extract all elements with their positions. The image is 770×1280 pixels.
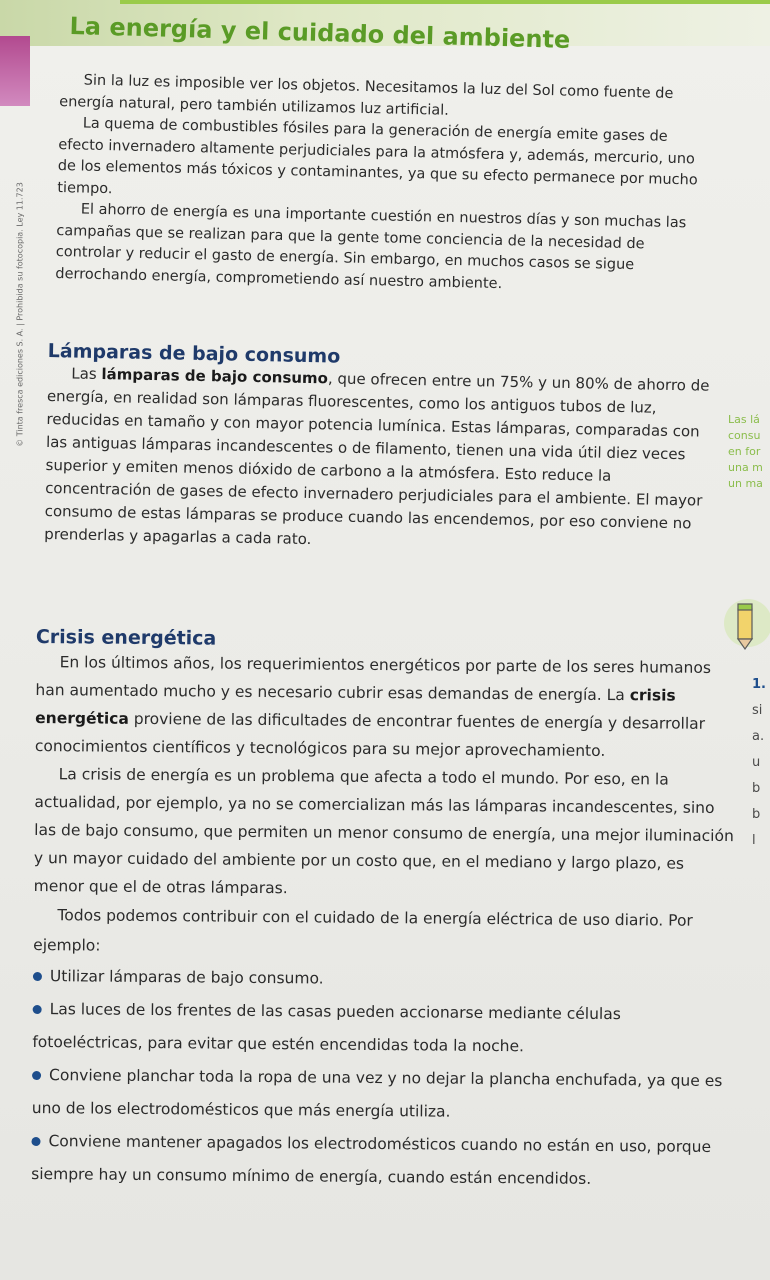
intro-paragraph-3-text: El ahorro de energía es una importante cuestión en nuestros días y son muchas las campañas que se realizan para que la gente tome conciencia de la necesidad de controlar y reducir el gasto de energía. Sin embargo, en muchos casos se sigue derrochando energía, comprometiendo así nuestro ambiente. xyxy=(55,201,687,292)
activity-fragment: si xyxy=(752,703,763,718)
list-item-text: Conviene mantener apagados los electrodomésticos cuando no están en uso, porque siempre hay un consumo mínimo de energía, cuando están encendidos. xyxy=(31,1132,712,1188)
crisis-paragraph-2 xyxy=(34,760,735,906)
tips-list xyxy=(31,960,733,1197)
margin-note-line: Las lá xyxy=(728,413,760,426)
list-item xyxy=(32,993,733,1065)
bullet-icon xyxy=(33,1005,42,1014)
activity-fragment: l xyxy=(752,833,756,848)
list-item xyxy=(32,1059,733,1131)
margin-note-line: un ma xyxy=(728,477,763,490)
activity-column xyxy=(752,672,770,854)
margin-note xyxy=(728,412,770,492)
margin-stripe xyxy=(0,36,30,106)
intro-paragraph-2-text: La quema de combustibles fósiles para la generación de energía emite gases de efecto invernadero altamente perjudiciales para la atmósfera y, además, mercurio, uno de los elementos más tóxicos y contaminantes, ya que su efecto permanece por mucho tiempo. xyxy=(57,115,698,197)
crisis-paragraph-2-text: La crisis de energía es un problema que afecta a todo el mundo. Por eso, en la actualidad, por ejemplo, ya no se comercializan más las lámparas incandescentes, sino las de bajo consumo, que permiten un menor consumo de energía, una mejor iluminación y un mayor cuidado del ambiente por un costo que, en el mediano y largo plazo, es menor que el de otras lámparas. xyxy=(33,765,734,898)
list-item-text: Conviene planchar toda la ropa de una vez y no dejar la plancha enchufada, ya que es uno de los electrodomésticos que más energía utiliza. xyxy=(31,1066,723,1121)
list-item-text: Utilizar lámparas de bajo consumo. xyxy=(49,967,324,988)
activity-fragment: b xyxy=(752,807,761,822)
activity-number: 1. xyxy=(752,677,766,692)
crisis-paragraph-1-lead: En los últimos años, los requerimientos energéticos por parte de los seres humanos han aumentado mucho y es necesario cubrir esas demandas de energía. La xyxy=(35,653,712,705)
copyright-notice: © Tinta fresca ediciones S. A. | Prohibida su fotocopia. Ley 11.723 xyxy=(15,182,25,447)
activity-fragment: u xyxy=(752,755,761,770)
crisis-paragraph-1 xyxy=(35,648,736,766)
crisis-paragraph-1-rest: proviene de las dificultades de encontrar fuentes de energía y desarrollar conocimientos científicos y tecnológicos para su mejor aprovechamiento. xyxy=(34,709,706,760)
bullet-icon xyxy=(33,972,42,981)
intro-paragraph-3 xyxy=(55,199,697,299)
list-item-text: Las luces de los frentes de las casas pueden accionarse mediante células fotoeléctricas, para evitar que estén encendidas toda la noche. xyxy=(32,1000,621,1056)
crisis-paragraph-3 xyxy=(33,900,733,966)
lamparas-rest: , que ofrecen entre un 75% y un 80% de ahorro de energía, en realidad son lámparas fluorescentes, como los antiguos tubos de luz, reducidas en tamaño y con mayor potencia lumínica. Estas lámparas, comparadas con las antiguas lámparas incandescentes o de filamento, tienen una vida útil diez veces superior y emiten menos dióxido de carbono a la atmósfera. Esto reduce la concentración de gases de efecto invernadero perjudiciales para el ambiente. El mayor consumo de estas lámparas se produce cuando las encendemos, por eso conviene no prenderlas y apagarlas a cada rato. xyxy=(44,369,710,549)
bullet-icon xyxy=(31,1137,40,1146)
list-item xyxy=(31,1125,732,1197)
lamparas-heading: Lámparas de bajo consumo xyxy=(47,340,341,368)
page-title: La energía y el cuidado del ambiente xyxy=(69,12,571,54)
activity-fragment: a. xyxy=(752,729,765,744)
crisis-bold-term: crisis energética xyxy=(35,686,676,728)
intro-section xyxy=(55,70,700,299)
header-rule xyxy=(120,0,770,4)
lamparas-lead: Las xyxy=(71,364,102,384)
lamparas-bold-term: lámparas de bajo consumo xyxy=(101,365,329,388)
activity-fragment: b xyxy=(752,781,761,796)
bullet-icon xyxy=(32,1071,41,1080)
crisis-section xyxy=(31,626,736,1197)
crisis-heading: Crisis energética xyxy=(35,626,217,650)
margin-note-line: una m xyxy=(728,461,763,474)
crisis-paragraph-3-text: Todos podemos contribuir con el cuidado de la energía eléctrica de uso diario. Por ejemplo: xyxy=(33,906,693,955)
lamparas-section xyxy=(44,340,716,559)
lamparas-paragraph xyxy=(44,362,715,559)
margin-note-line: en for xyxy=(728,445,761,458)
intro-paragraph-2 xyxy=(57,113,699,213)
margin-note-line: consu xyxy=(728,429,761,442)
intro-paragraph-1-text: Sin la luz es imposible ver los objetos. Necesitamos la luz del Sol como fuente de energía natural, pero también utilizamos luz artificial. xyxy=(59,72,674,119)
